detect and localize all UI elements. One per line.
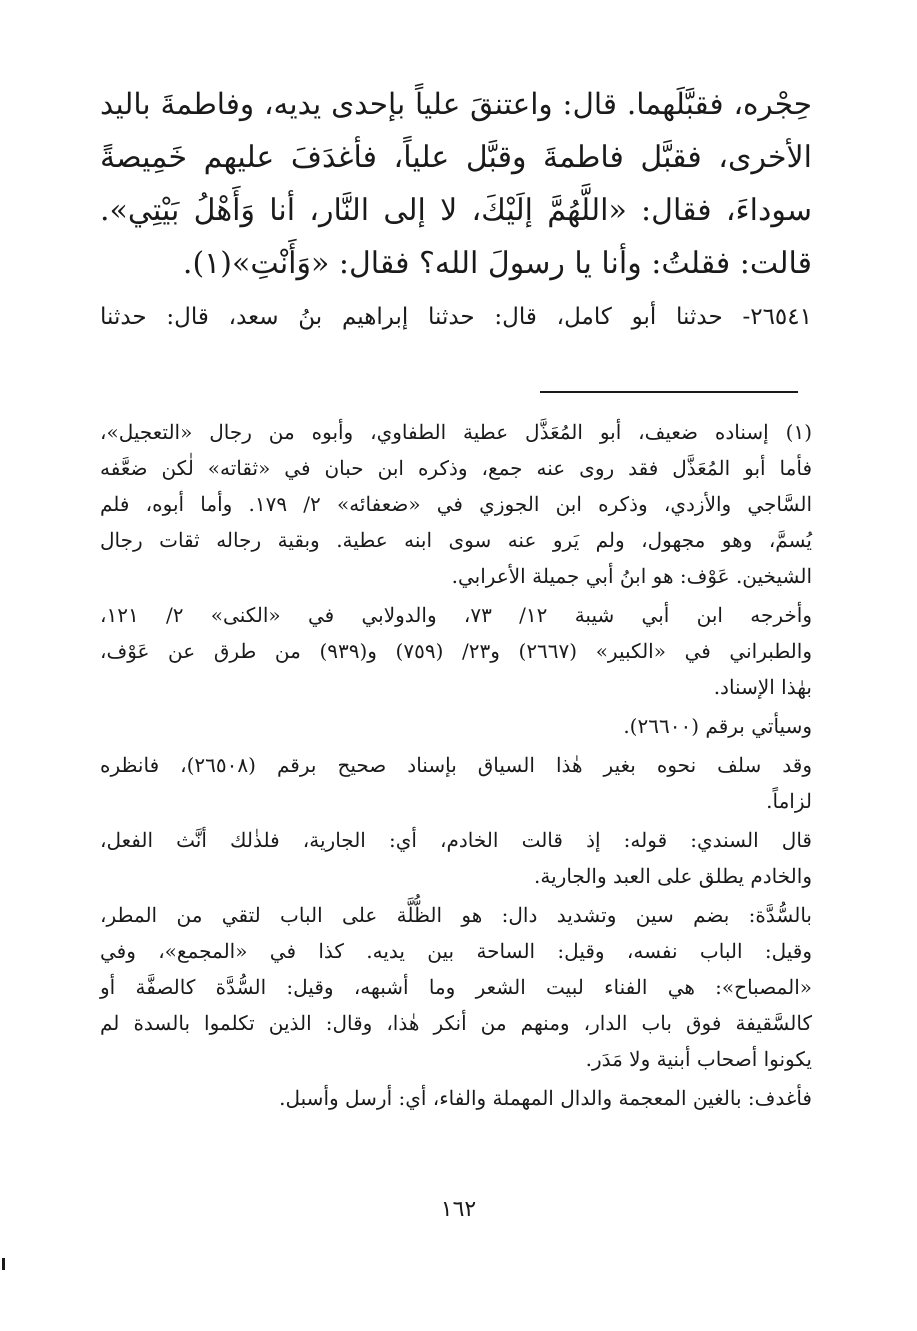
footnote-line: بهٰذا الإسناد. xyxy=(713,675,812,699)
footnote-line: بالسُّدَّة: بضم سين وتشديد دال: هو الظُّلَّة على الباب لتقي من المطر، xyxy=(100,903,812,927)
page-number: ١٦٢ xyxy=(440,1197,477,1222)
footnote-line: وقد سلف نحوه بغير هٰذا السياق بإسناد صحيح برقم (٢٦٥٠٨)، فانظره xyxy=(100,753,812,777)
footnote-line: فأغدف: بالغين المعجمة والدال المهملة والفاء، أي: أرسل وأسبل. xyxy=(279,1086,812,1110)
footnote-separator xyxy=(540,391,798,393)
main-text-line: حِجْره، فقبَّلَهما. قال: واعتنقَ علياً بإحدى يديه، وفاطمةَ باليد xyxy=(100,87,812,121)
footnote-line: وأخرجه ابن أبي شيبة ١٢/ ٧٣، والدولابي في «الكنى» ٢/ ١٢١، xyxy=(100,603,812,627)
footnote-line: وقيل: الباب نفسه، وقيل: الساحة بين يديه. كذا في «المجمع»، وفي xyxy=(100,939,812,963)
footnote-line: فأما أبو المُعَذَّل فقد روى عنه جمع، وذكره ابن حبان في «ثقاته» لٰكن ضعَّفه xyxy=(100,456,812,480)
footnote-line: يكونوا أصحاب أبنية ولا مَدَر. xyxy=(585,1047,812,1071)
footnote-line: والطبراني في «الكبير» (٢٦٦٧) و٢٣/ (٧٥٩) و(٩٣٩) من طرق عن عَوْف، xyxy=(100,639,812,663)
scan-edge-mark xyxy=(2,1258,5,1270)
footnote-line: السَّاجي والأزدي، وذكره ابن الجوزي في «ضعفائه» ٢/ ١٧٩. وأما أبوه، فلم xyxy=(100,492,812,516)
footnote-line: قال السندي: قوله: إذ قالت الخادم، أي: الجارية، فلذٰلك أنَّث الفعل، xyxy=(100,828,812,852)
main-text xyxy=(100,78,812,337)
main-text-line: سوداءَ، فقال: «اللَّهُمَّ إلَيْكَ، لا إلى النَّار، أنا وَأَهْلُ بَيْتِي». xyxy=(100,193,812,228)
next-hadith-line: ٢٦٥٤١- حدثنا أبو كامل، قال: حدثنا إبراهيم بنُ سعد، قال: حدثنا xyxy=(100,304,812,330)
footnote-line: وسيأتي برقم (٢٦٦٠٠). xyxy=(623,714,812,738)
footnote-line: لزاماً. xyxy=(766,789,812,813)
footnote-line: (١) إسناده ضعيف، أبو المُعَذَّل عطية الطفاوي، وأبوه من رجال «التعجيل»، xyxy=(100,420,812,444)
footnote-line: الشيخين. عَوْف: هو ابنُ أبي جميلة الأعرابي. xyxy=(451,564,812,588)
footnote-line: كالسَّقيفة فوق باب الدار، ومنهم من أنكر هٰذا، وقال: الذين تكلموا بالسدة لم xyxy=(100,1011,812,1035)
footnote-line: «المصباح»: هي الفناء لبيت الشعر وما أشبهه، وقيل: السُّدَّة كالصفَّة أو xyxy=(100,975,812,999)
main-text-line: قالت: فقلتُ: وأنا يا رسولَ الله؟ فقال: «وَأَنْتِ»(١). xyxy=(182,246,812,281)
main-text-line: الأخرى، فقبَّل فاطمةَ وقبَّل علياً، فأغدَفَ عليهم خَمِيصةً xyxy=(100,140,812,175)
footnote-line: والخادم يطلق على العبد والجارية. xyxy=(534,864,812,888)
footnote-line: يُسمَّ، وهو مجهول، ولم يَرو عنه سوى ابنه عطية. وبقية رجاله ثقات رجال xyxy=(100,528,812,552)
footnotes xyxy=(100,414,812,1116)
